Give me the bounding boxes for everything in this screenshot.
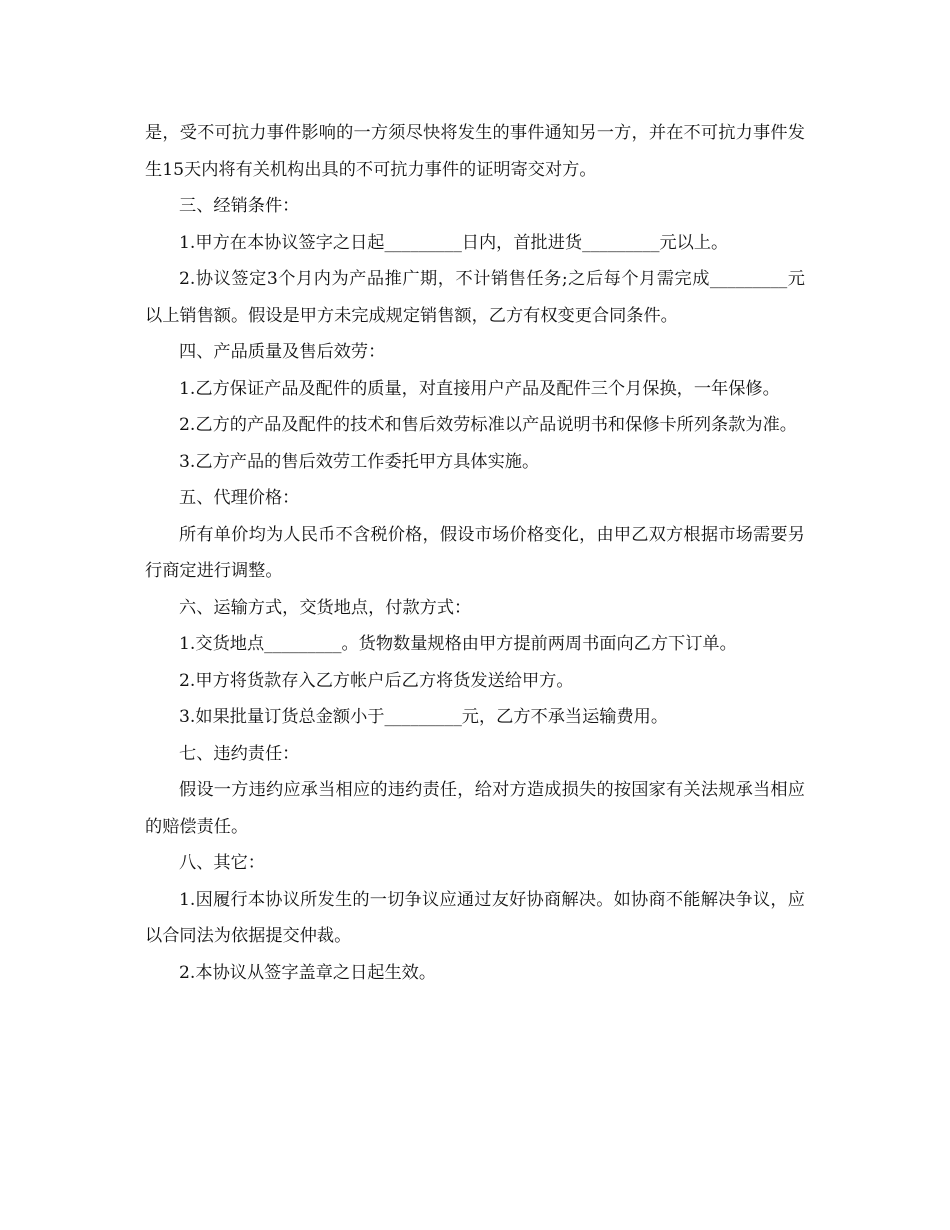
heading-quality-after-sales: 四、产品质量及售后效劳： xyxy=(179,342,386,362)
heading-other: 八、其它： xyxy=(179,853,265,873)
document-body xyxy=(145,115,805,991)
paragraph-first-purchase: 1.甲方在本协议签字之日起_________日内，首批进货_________元以上。 xyxy=(179,232,729,253)
paragraph-dispute-resolution: 1.因履行本协议所发生的一切争议应通过友好协商解决。如协商不能解决争议，应以合同法为依据提交仲裁。 xyxy=(145,889,805,946)
paragraph-sales-target: 2.协议签定3个月内为产品推广期，不计销售任务;之后每个月需完成_________元以上销售额。假设是甲方未完成规定销售额，乙方有权变更合同条件。 xyxy=(145,269,805,326)
paragraph-breach-terms: 假设一方违约应承当相应的违约责任，给对方造成损失的按国家有关法规承当相应的赔偿责任。 xyxy=(145,780,805,837)
heading-breach-liability: 七、违约责任： xyxy=(179,743,300,764)
paragraph-service-standard: 2.乙方的产品及配件的技术和售后效劳标准以产品说明书和保修卡所列条款为准。 xyxy=(179,415,797,435)
paragraph-payment-shipment: 2.甲方将货款存入乙方帐户后乙方将货发送给甲方。 xyxy=(179,670,574,691)
paragraph-delivery-location: 1.交货地点_________。货物数量规格由甲方提前两周书面向乙方下订单。 xyxy=(179,634,737,654)
paragraph-quality-guarantee: 1.乙方保证产品及配件的质量，对直接用户产品及配件三个月保换，一年保修。 xyxy=(179,378,780,399)
paragraph-transport-cost: 3.如果批量订货总金额小于_________元，乙方不承当运输费用。 xyxy=(179,707,669,727)
paragraph-service-delegation: 3.乙方产品的售后效劳工作委托甲方具体实施。 xyxy=(179,451,540,472)
heading-distribution-conditions: 三、经销条件： xyxy=(179,196,300,216)
paragraph-price-terms: 所有单价均为人民币不含税价格，假设市场价格变化，由甲乙双方根据市场需要另行商定进行调整。 xyxy=(145,524,805,581)
heading-shipping-payment: 六、运输方式，交货地点，付款方式： xyxy=(179,597,472,618)
paragraph-force-majeure-continued: 是，受不可抗力事件影响的一方须尽快将发生的事件通知另一方，并在不可抗力事件发生15天内将有关机构出具的不可抗力事件的证明寄交对方。 xyxy=(145,123,805,180)
heading-agency-price: 五、代理价格： xyxy=(179,488,300,508)
paragraph-effective-date: 2.本协议从签字盖章之日起生效。 xyxy=(179,962,437,983)
